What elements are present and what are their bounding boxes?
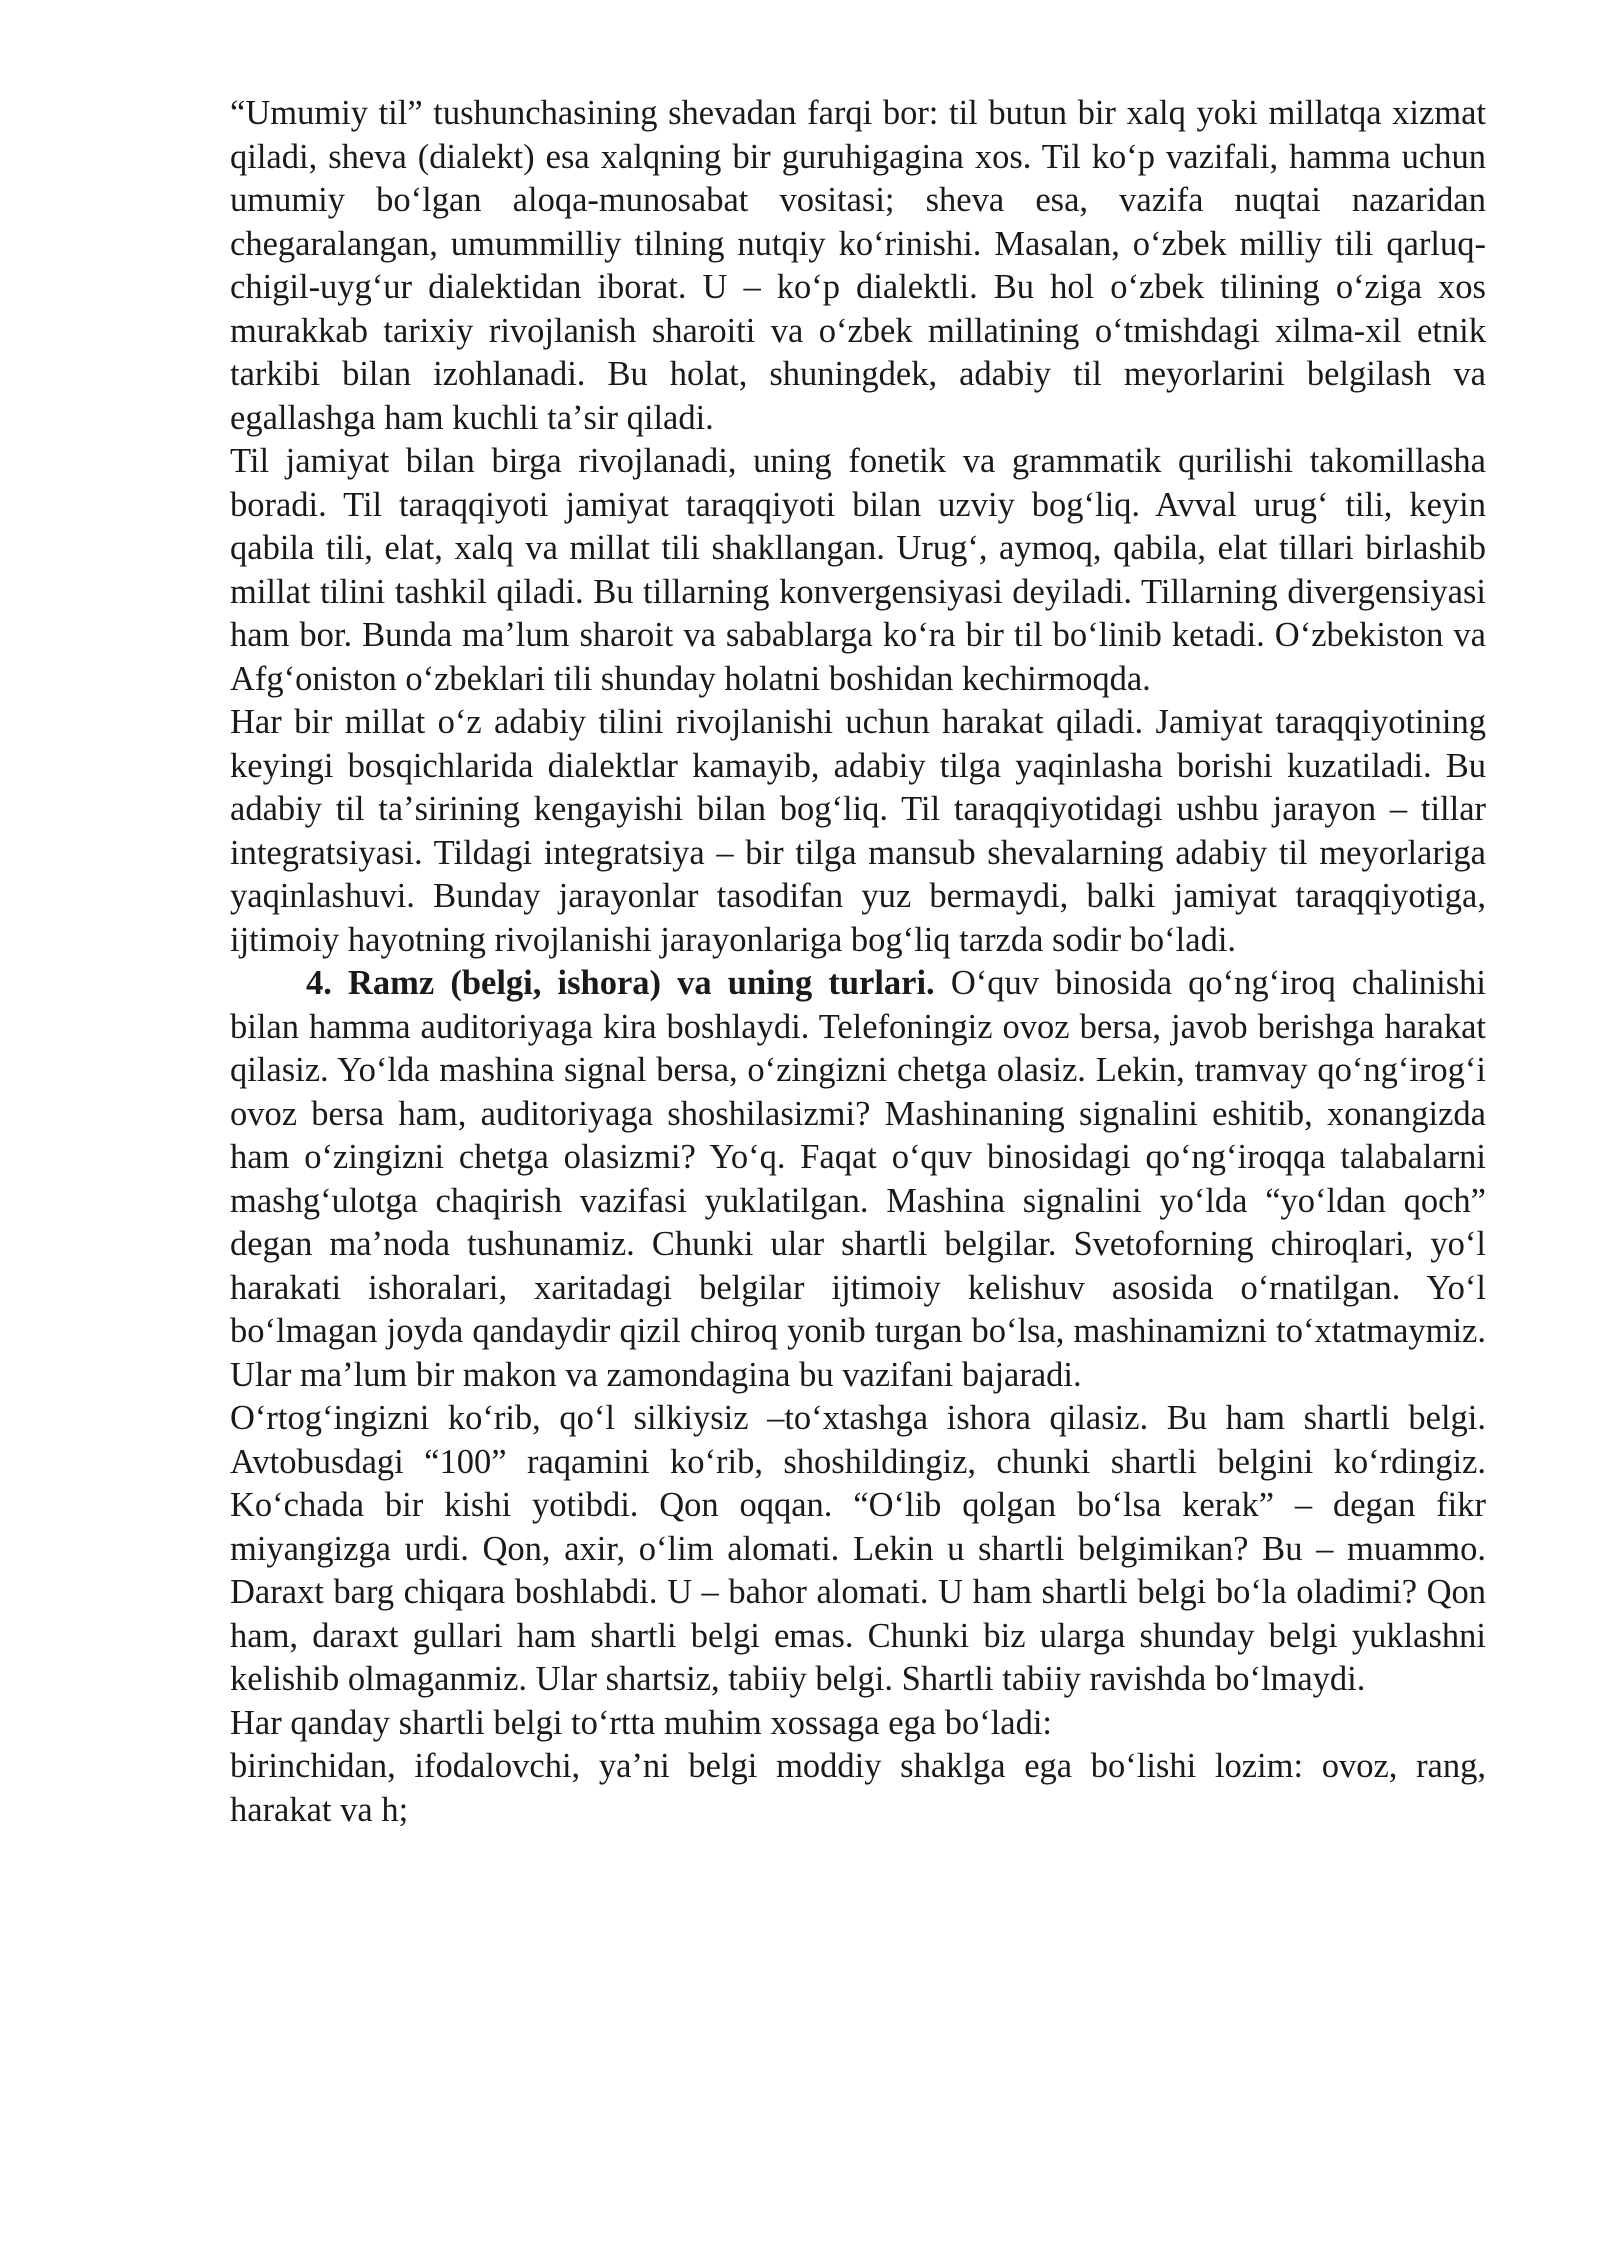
paragraph-first-property: birinchidan, ifodalovchi, yaʼni belgi moddiy shaklga ega boʻlishi lozim: ovoz, rang, harakat va h; bbox=[230, 1747, 1486, 1829]
section-heading: 4. Ramz (belgi, ishora) va uning turlari. bbox=[306, 964, 935, 1002]
paragraph-conditional-signs: Oʻrtogʻingizni koʻrib, qoʻl silkiysiz –toʻxtashga ishora qilasiz. Bu ham shartli belgi. Avtobusdagi “100” raqamini koʻrib, shoshildingiz, chunki shartli belgini koʻrdingiz. Koʻchada bir kishi yotibdi. Qon oqqan. “Oʻlib qolgan boʻlsa kerak” – degan fikr miyangizga urdi. Qon, axir, oʻlim alomati. Lekin u shartli belgimikan? Bu – muammo. Daraxt barg chiqara boshlabdi. U – bahor alomati. U ham shartli belgi boʻla oladimi? Qon ham, daraxt gullari ham shartli belgi emas. Chunki biz ularga shunday belgi yuklashni kelishib olmaganmiz. Ular shartsiz, tabiiy belgi. Shartli tabiiy ravishda boʻlmaydi. bbox=[230, 1399, 1486, 1698]
document-page bbox=[230, 92, 1486, 1832]
paragraph-language-development: Til jamiyat bilan birga rivojlanadi, uning fonetik va grammatik qurilishi takomillasha boradi. Til taraqqiyoti jamiyat taraqqiyoti bilan uzviy bogʻliq. Avval urugʻ tili, keyin qabila tili, elat, xalq va millat tili shakllangan. Urugʻ, aymoq, qabila, elat tillari birlashib millat tilini tashkil qiladi. Bu tillarning konvergensiyasi deyiladi. Tillarning divergensiyasi ham bor. Bunda maʼlum sharoit va sabablarga koʻra bir til boʻlinib ketadi. Oʻzbekiston va Afgʻoniston oʻzbeklari tili shunday holatni boshidan kechirmoqda. bbox=[230, 442, 1486, 698]
section-heading-body: Oʻquv binosida qoʻngʻiroq chalinishi bilan hamma auditoriyaga kira boshlaydi. Telefoningiz ovoz bersa, javob berishga harakat qilasiz. Yoʻlda mashina signal bersa, oʻzingizni chetga olasiz. Lekin, tramvay qoʻngʻirogʻi ovoz bersa ham, auditoriyaga shoshilasizmi? Mashinaning signalini eshitib, xonangizda ham oʻzingizni chetga olasizmi? Yoʻq. Faqat oʻquv binosidagi qoʻngʻiroqqa talabalarni mashgʻulotga chaqirish vazifasi yuklatilgan. Mashina signalini yoʻlda “yoʻldan qoch” degan maʼnoda tushunamiz. Chunki ular shartli belgilar. Svetoforning chiroqlari, yoʻl harakati ishoralari, xaritadagi belgilar ijtimoiy kelishuv asosida oʻrnatilgan. Yoʻl boʻlmagan joyda qandaydir qizil chiroq yonib turgan boʻlsa, mashinamizni toʻxtatmaymiz. Ular maʼlum bir makon va zamondagina bu vazifani bajaradi. bbox=[230, 964, 1486, 1394]
section-heading-paragraph bbox=[230, 962, 1486, 1397]
paragraph-language-vs-dialect: “Umumiy til” tushunchasining shevadan farqi bor: til butun bir xalq yoki millatqa xizmat qiladi, sheva (dialekt) esa xalqning bir guruhigagina xos. Til koʻp vazifali, hamma uchun umumiy boʻlgan aloqa-munosabat vositasi; sheva esa, vazifa nuqtai nazaridan chegaralangan, umummilliy tilning nutqiy koʻrinishi. Masalan, oʻzbek milliy tili qarluq-chigil-uygʻur dialektidan iborat. U – koʻp dialektli. Bu hol oʻzbek tilining oʻziga xos murakkab tarixiy rivojlanish sharoiti va oʻzbek millatining oʻtmishdagi xilma-xil etnik tarkibi bilan izohlanadi. Bu holat, shuningdek, adabiy til meyorlarini belgilash va egallashga ham kuchli taʼsir qiladi. bbox=[230, 94, 1486, 437]
paragraph-four-properties: Har qanday shartli belgi toʻrtta muhim xossaga ega boʻladi: bbox=[230, 1703, 1053, 1742]
paragraph-language-integration: Har bir millat oʻz adabiy tilini rivojlanishi uchun harakat qiladi. Jamiyat taraqqiyotining keyingi bosqichlarida dialektlar kamayib, adabiy tilga yaqinlasha borishi kuzatiladi. Bu adabiy til taʼsirining kengayishi bilan bogʻliq. Til taraqqiyotidagi ushbu jarayon – tillar integratsiyasi. Tildagi integratsiya – bir tilga mansub shevalarning adabiy til meyorlariga yaqinlashuvi. Bunday jarayonlar tasodifan yuz bermaydi, balki jamiyat taraqqiyotiga, ijtimoiy hayotning rivojlanishi jarayonlariga bogʻliq tarzda sodir boʻladi. bbox=[230, 703, 1486, 959]
